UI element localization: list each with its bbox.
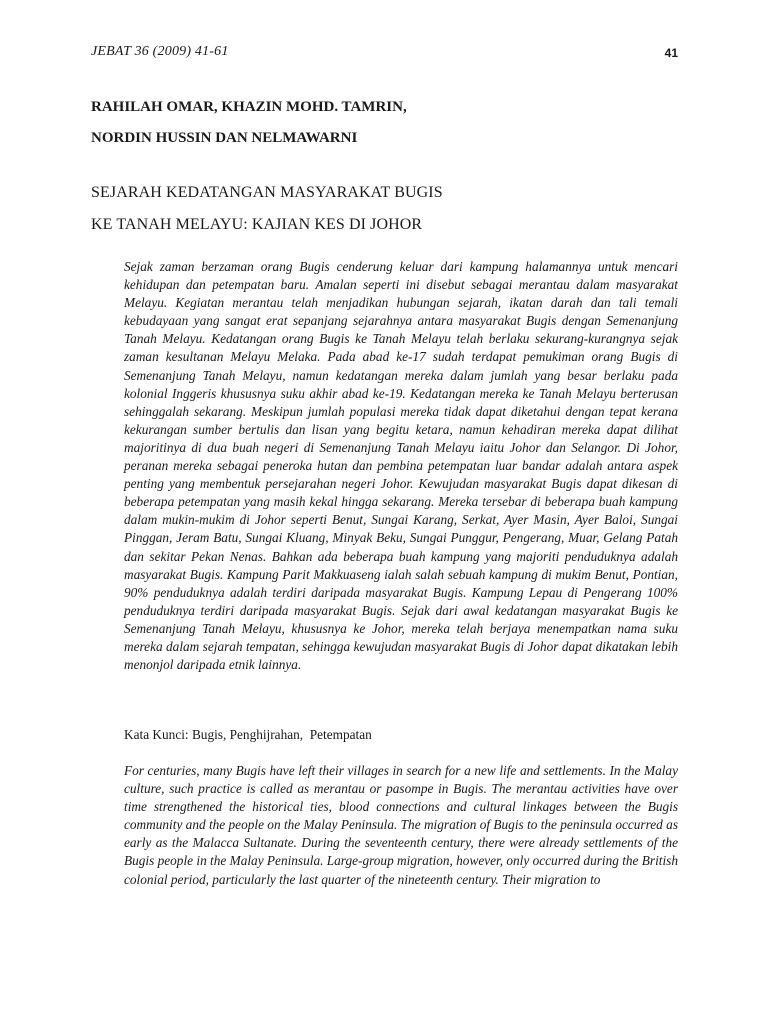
author-list <box>91 92 407 154</box>
running-head: JEBAT 36 (2009) 41-61 <box>91 44 229 59</box>
abstract-malay: Sejak zaman berzaman orang Bugis cenderung keluar dari kampung halamannya untuk mencari kehidupan dan petempatan baru. Amalan seperti ini disebut sebagai merantau dalam masyarakat Melayu. Kegiatan merantau telah menjadikan hubungan sejarah, ikatan darah dan tali temali kebudayaan yang sangat erat sepanjang sejarahnya antara masyarakat Bugis dengan Semenanjung Tanah Melayu. Kedatangan orang Bugis ke Tanah Melayu telah berlaku sekurang-kurangnya sejak zaman kesultanan Melayu Melaka. Pada abad ke-17 sudah terdapat pemukiman orang Bugis di Semenanjung Tanah Melayu, namun kedatangan mereka dalam jumlah yang besar berlaku pada kolonial Inggeris khususnya suku akhir abad ke-19. Kedatangan mereka ke Tanah Melayu berterusan sehinggalah sekarang. Meskipun jumlah populasi mereka tidak dapat diketahui dengan tepat kerana kekurangan sumber bertulis dan lisan yang begitu ketara, namun kehadiran mereka dapat dilihat majoritinya di dua buah negeri di Semenanjung Tanah Melayu iaitu Johor dan Selangor. Di Johor, peranan mereka sebagai peneroka hutan dan pembina petempatan luar bandar adalah antara aspek penting yang membentuk persejarahan negeri Johor. Kewujudan masyarakat Bugis dapat dikesan di beberapa petempatan yang masih kekal hingga sekarang. Mereka tersebar di beberapa buah kampung dalam mukin-mukim di Johor seperti Benut, Sungai Karang, Serkat, Ayer Masin, Ayer Baloi, Sungai Pinggan, Jeram Batu, Sungai Kluang, Minyak Beku, Sungai Punggur, Pengerang, Muar, Gelang Patah dan sekitar Pekan Nenas. Bahkan ada beberapa buah kampung yang majoriti penduduknya adalah masyarakat Bugis. Kampung Parit Makkuaseng ialah salah sebuah kampung di mukim Benut, Pontian, 90% penduduknya adalah terdiri daripada masyarakat Bugis. Kampung Lepau di Pengerang 100% penduduknya terdiri daripada masyarakat Bugis. Sejak dari awal kedatangan masyarakat Bugis ke Semenanjung Tanah Melayu, khususnya ke Johor, mereka telah berjaya menempatkan nama suku mereka dalam sejarah tempatan, sehingga kewujudan masyarakat Bugis di Johor dapat dikatakan lebih menonjol daripada etnik lainnya. <box>124 259 678 673</box>
keywords: Kata Kunci: Bugis, Penghijrahan, Petempatan <box>124 727 372 742</box>
abstract-english: For centuries, many Bugis have left their villages in search for a new life and settlements. In the Malay culture, such practice is called as merantau or pasompe in Bugis. The merantau activities have over time strengthened the historical ties, blood connections and cultural linkages between the Bugis community and the people on the Malay Peninsula. The migration of Bugis to the peninsula occurred as early as the Malacca Sultanate. During the seventeenth century, there were already settlements of the Bugis people in the Malay Peninsula. Large-group migration, however, only occurred during the British colonial period, particularly the last quarter of the nineteenth century. Their migration to <box>124 763 678 887</box>
author-line-1: RAHILAH OMAR, KHAZIN MOHD. TAMRIN, <box>91 99 407 115</box>
article-title <box>91 177 443 241</box>
title-line-2: KE TANAH MELAYU: KAJIAN KES DI JOHOR <box>91 216 423 233</box>
page-number: 41 <box>664 46 678 60</box>
title-line-1: SEJARAH KEDATANGAN MASYARAKAT BUGIS <box>91 184 443 201</box>
author-line-2: NORDIN HUSSIN DAN NELMAWARNI <box>91 130 358 146</box>
